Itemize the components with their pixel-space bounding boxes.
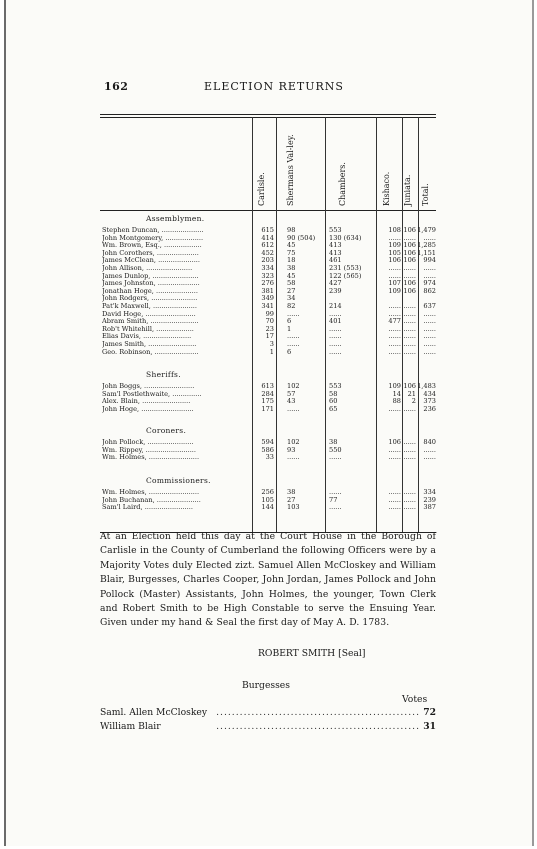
vote-cell: 106 xyxy=(403,241,416,250)
candidate-name: Sam'l Laird, ....................... xyxy=(102,503,193,512)
vote-cell: ...... xyxy=(388,488,401,496)
vote-cell: ...... xyxy=(329,488,342,496)
vote-cell: 1,483 xyxy=(417,382,436,390)
candidate-name: Rob't Whitehill, .................. xyxy=(102,324,194,333)
vote-cell: 550 xyxy=(329,445,342,454)
vote-cell: 615 xyxy=(261,226,274,234)
vote-cell: ...... xyxy=(403,453,416,462)
vote-cell: 6 xyxy=(287,317,292,326)
vote-cell: ...... xyxy=(329,340,342,348)
vote-cell: ...... xyxy=(287,309,300,318)
vote-cell: 109 xyxy=(388,286,401,295)
candidate-name: Wm. Holmes, ........................ xyxy=(102,453,200,462)
vote-cell: 106 xyxy=(403,256,416,265)
table-row xyxy=(100,405,436,413)
candidate-name: Jonathan Hoge, .................... xyxy=(102,286,198,295)
vote-cell: 105 xyxy=(388,248,401,257)
vote-cell: 58 xyxy=(287,279,296,288)
vote-cell: 122 (565) xyxy=(329,271,362,280)
candidate-name: Stephen Duncan, .................... xyxy=(102,226,204,234)
vote-cell: ...... xyxy=(388,264,401,272)
vote-cell: ...... xyxy=(423,317,436,326)
table-top-rule xyxy=(100,114,436,115)
vote-cell: 612 xyxy=(261,241,274,250)
vote-cell: 239 xyxy=(423,495,436,504)
vote-cell: 6 xyxy=(287,347,292,356)
vote-cell: 381 xyxy=(261,286,274,295)
vote-cell: ...... xyxy=(287,332,300,341)
candidate-name: Sam'l Postlethwaite, .............. xyxy=(102,389,202,398)
vote-cell: ...... xyxy=(423,340,436,348)
vote-cell: ...... xyxy=(403,488,416,496)
table-row xyxy=(100,503,436,511)
burgess-name: Saml. Allen McCloskey xyxy=(100,706,210,720)
candidate-name: Wm. Brown, Esq., .................. xyxy=(102,241,202,250)
vote-cell: 102 xyxy=(287,382,300,390)
column-header-chambers: Chambers. xyxy=(338,162,347,206)
vote-cell: ...... xyxy=(423,309,436,318)
vote-cell: ...... xyxy=(329,332,342,341)
vote-cell: 452 xyxy=(261,248,274,257)
candidate-name: Geo. Robinson, ..................... xyxy=(102,347,199,356)
vote-cell: ...... xyxy=(329,347,342,356)
vote-cell: ...... xyxy=(423,264,436,272)
vote-cell: 413 xyxy=(329,248,342,257)
candidate-name: Wm. Rippey, ........................ xyxy=(102,445,196,454)
vote-cell: 109 xyxy=(388,382,401,390)
vote-cell: 2 xyxy=(411,397,416,406)
vote-cell: ...... xyxy=(329,453,342,462)
vote-cell: ...... xyxy=(329,324,342,333)
vote-cell: 58 xyxy=(329,389,338,398)
vote-cell: 323 xyxy=(261,271,274,280)
vote-cell: 175 xyxy=(261,397,274,406)
vote-cell: 1,285 xyxy=(417,241,436,250)
vote-cell: 43 xyxy=(287,397,296,406)
column-header-carlisle: Carlisle. xyxy=(257,172,266,206)
vote-cell: ...... xyxy=(403,438,416,446)
section-title: Sheriffs. xyxy=(146,370,181,379)
vote-cell: 27 xyxy=(287,286,296,295)
vote-cell: 105 xyxy=(261,495,274,504)
signature: ROBERT SMITH [Seal] xyxy=(258,648,366,659)
vote-cell: 108 xyxy=(388,226,401,234)
vote-cell: 974 xyxy=(423,279,436,288)
leader-dots: .................................................... xyxy=(216,707,420,718)
vote-cell: 373 xyxy=(423,397,436,406)
vote-cell: 231 (553) xyxy=(329,264,362,272)
vote-cell: ...... xyxy=(403,317,416,326)
vote-cell: 21 xyxy=(407,389,416,398)
vote-cell: 239 xyxy=(329,286,342,295)
vote-cell: 23 xyxy=(265,324,274,333)
vote-cell: 1,151 xyxy=(417,248,436,257)
candidate-name: Alex. Blain, ....................... xyxy=(102,397,191,406)
vote-cell: ...... xyxy=(403,271,416,280)
vote-cell: ...... xyxy=(388,233,401,242)
vote-cell: ...... xyxy=(388,302,401,310)
vote-cell: 38 xyxy=(287,488,296,496)
candidate-name: James Smith, ....................... xyxy=(102,340,197,348)
vote-cell: 103 xyxy=(287,503,300,512)
vote-cell: 461 xyxy=(329,256,342,265)
vote-cell: 203 xyxy=(261,256,274,265)
vote-cell: 586 xyxy=(261,445,274,454)
section-title: Assemblymen. xyxy=(146,214,205,223)
vote-cell: ...... xyxy=(388,445,401,454)
vote-cell: ...... xyxy=(403,503,416,512)
vote-cell: 99 xyxy=(265,309,274,318)
vote-cell: 65 xyxy=(329,404,338,413)
vote-cell: 413 xyxy=(329,241,342,250)
vote-cell: 109 xyxy=(388,241,401,250)
candidate-name: John Montgomery, .................. xyxy=(102,233,204,242)
vote-cell: 477 xyxy=(388,317,401,326)
vote-cell: ...... xyxy=(423,347,436,356)
running-title: ELECTION RETURNS xyxy=(204,80,344,93)
leader-dots: .................................................... xyxy=(216,721,420,732)
vote-cell: 107 xyxy=(388,279,401,288)
vote-cell: ...... xyxy=(388,271,401,280)
vote-cell: 33 xyxy=(265,453,274,462)
burgesses-heading: Burgesses xyxy=(242,680,290,691)
vote-cell: 98 xyxy=(287,226,296,234)
election-certificate-paragraph: At an Election held this day at the Court House in the Borough of Carlisle in the County of Cumberland the following Officers were by a Majority Votes duly Elected zizt. Samuel Allen McCloskey and William Blair, Burgesses, Charles Cooper, John Jordan, James Pollock and John Pollock (Master) Assistants, John Holmes, the younger, Town Clerk and Robert Smith to be High Constable to serve the Ensuing Year. Given under my hand & Seal the first day of May A. D. 1783. xyxy=(100,531,436,629)
vote-cell: 427 xyxy=(329,279,342,288)
vote-cell: 93 xyxy=(287,445,296,454)
column-header-juniata: Juniata. xyxy=(403,174,412,206)
column-header-shermans-valley: Shermans Val-ley. xyxy=(286,134,295,206)
vote-cell: ...... xyxy=(423,332,436,341)
vote-cell: 82 xyxy=(287,302,296,310)
vote-cell: ...... xyxy=(388,309,401,318)
vote-cell: ...... xyxy=(423,453,436,462)
burgess-row xyxy=(100,720,436,734)
vote-cell: 57 xyxy=(287,389,296,398)
vote-cell: 130 (634) xyxy=(329,233,362,242)
vote-cell: ...... xyxy=(403,495,416,504)
election-returns-table xyxy=(100,114,436,534)
vote-cell: 401 xyxy=(329,317,342,326)
vote-cell: 256 xyxy=(261,488,274,496)
vote-cell: 45 xyxy=(287,271,296,280)
vote-cell: ...... xyxy=(287,404,300,413)
candidate-name: Wm. Holmes, ........................ xyxy=(102,488,200,496)
vote-cell: 1 xyxy=(287,324,292,333)
vote-cell: ...... xyxy=(423,233,436,242)
vote-cell: 106 xyxy=(403,226,416,234)
burgess-row xyxy=(100,706,436,720)
vote-cell: 106 xyxy=(388,256,401,265)
vote-cell: ...... xyxy=(403,309,416,318)
vote-cell: ...... xyxy=(388,324,401,333)
vote-cell: 38 xyxy=(329,438,338,446)
candidate-name: James McClean, .................... xyxy=(102,256,200,265)
candidate-name: James Dunlop, ...................... xyxy=(102,271,199,280)
vote-cell: 840 xyxy=(423,438,436,446)
vote-cell: 341 xyxy=(261,302,274,310)
vote-cell: 1 xyxy=(269,347,274,356)
vote-cell: 171 xyxy=(261,404,274,413)
candidate-name: Abram Smith, ....................... xyxy=(102,317,199,326)
vote-cell: ...... xyxy=(388,332,401,341)
vote-cell: ...... xyxy=(403,324,416,333)
vote-cell: 276 xyxy=(261,279,274,288)
vote-cell: ...... xyxy=(388,404,401,413)
vote-cell: ...... xyxy=(403,445,416,454)
burgess-votes: 31 xyxy=(423,721,436,732)
vote-cell: 27 xyxy=(287,495,296,504)
vote-cell: 77 xyxy=(329,495,338,504)
vote-cell: ...... xyxy=(287,453,300,462)
candidate-name: David Hoge, ........................ xyxy=(102,309,196,318)
candidate-name: Pat'k Maxwell, ..................... xyxy=(102,302,197,310)
column-header-total: Total. xyxy=(421,183,430,206)
vote-cell: ...... xyxy=(423,445,436,454)
vote-cell: 90 (504) xyxy=(287,233,316,242)
candidate-name: John Corothers, .................... xyxy=(102,248,199,257)
vote-cell: 994 xyxy=(423,256,436,265)
vote-cell: ...... xyxy=(329,309,342,318)
burgess-votes: 72 xyxy=(423,707,436,718)
vote-cell: ...... xyxy=(423,271,436,280)
vote-cell: ...... xyxy=(329,503,342,512)
vote-cell: 349 xyxy=(261,294,274,303)
vote-cell: 144 xyxy=(261,503,274,512)
vote-cell: 414 xyxy=(261,233,274,242)
vote-cell: 553 xyxy=(329,382,342,390)
table-header-rule xyxy=(100,210,436,211)
vote-cell: 38 xyxy=(287,264,296,272)
vote-cell: 106 xyxy=(403,279,416,288)
candidate-name: John Boggs, ........................ xyxy=(102,382,195,390)
vote-cell: ...... xyxy=(403,332,416,341)
vote-cell: ...... xyxy=(287,340,300,348)
vote-cell: 3 xyxy=(269,340,274,348)
vote-cell: 284 xyxy=(261,389,274,398)
vote-cell: 613 xyxy=(261,382,274,390)
vote-cell: 236 xyxy=(423,404,436,413)
vote-cell: 45 xyxy=(287,241,296,250)
vote-cell: 214 xyxy=(329,302,342,310)
vote-cell: 18 xyxy=(287,256,296,265)
vote-cell: 434 xyxy=(423,389,436,398)
vote-cell: ...... xyxy=(423,324,436,333)
table-row xyxy=(100,348,436,356)
vote-cell: ...... xyxy=(403,347,416,356)
vote-cell: ...... xyxy=(388,453,401,462)
section-title: Commissioners. xyxy=(146,476,211,485)
candidate-name: John Allison, ...................... xyxy=(102,264,193,272)
vote-cell: 1,479 xyxy=(417,226,436,234)
vote-cell: 637 xyxy=(423,302,436,310)
section-title: Coroners. xyxy=(146,426,187,435)
vote-cell: ...... xyxy=(403,302,416,310)
candidate-name: John Buchanan, ..................... xyxy=(102,495,201,504)
vote-cell: 102 xyxy=(287,438,300,446)
vote-cell: ...... xyxy=(403,404,416,413)
candidate-name: John Pollock, ...................... xyxy=(102,438,194,446)
vote-cell: ...... xyxy=(403,233,416,242)
vote-cell: 75 xyxy=(287,248,296,257)
vote-cell: 106 xyxy=(403,286,416,295)
vote-cell: 862 xyxy=(423,286,436,295)
vote-cell: 88 xyxy=(392,397,401,406)
table-row xyxy=(100,453,436,461)
vote-cell: 106 xyxy=(403,248,416,257)
votes-heading: Votes xyxy=(402,694,428,705)
column-header-kishaco: Kishaco. xyxy=(382,171,391,206)
vote-cell: 594 xyxy=(261,438,274,446)
vote-cell: 60 xyxy=(329,397,338,406)
candidate-name: John Hoge, ......................... xyxy=(102,404,194,413)
vote-cell: 70 xyxy=(265,317,274,326)
page-number: 162 xyxy=(104,80,129,93)
vote-cell: ...... xyxy=(388,495,401,504)
vote-cell: ...... xyxy=(388,347,401,356)
vote-cell: 553 xyxy=(329,226,342,234)
candidate-name: James Johnston, .................... xyxy=(102,279,200,288)
vote-cell: ...... xyxy=(388,340,401,348)
vote-cell: ...... xyxy=(403,264,416,272)
vote-cell: 106 xyxy=(388,438,401,446)
vote-cell: 334 xyxy=(423,488,436,496)
vote-cell: 106 xyxy=(403,382,416,390)
vote-cell: 387 xyxy=(423,503,436,512)
vote-cell: ...... xyxy=(388,503,401,512)
vote-cell: 14 xyxy=(392,389,401,398)
burgess-name: William Blair xyxy=(100,720,164,734)
vote-cell: 17 xyxy=(265,332,274,341)
vote-cell: 34 xyxy=(287,294,296,303)
vote-cell: ...... xyxy=(403,340,416,348)
candidate-name: John Rodgers, ...................... xyxy=(102,294,198,303)
vote-cell: 334 xyxy=(261,264,274,272)
candidate-name: Elias Davis, ....................... xyxy=(102,332,192,341)
